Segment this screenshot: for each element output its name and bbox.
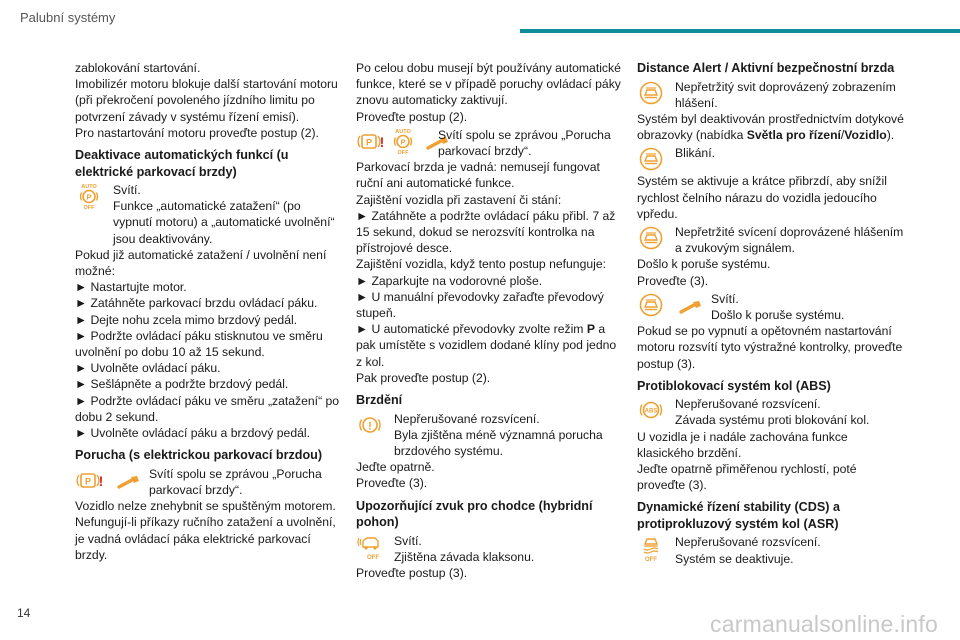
bullet-item: ► Podržte ovládací páku ve směru „zatažení“ po dobu 2 sekund. <box>75 393 340 425</box>
section-heading-abs: Protiblokovací systém kol (ABS) <box>637 378 831 393</box>
header-accent-bar <box>520 29 960 33</box>
text: Imobilizér motoru blokuje další startování motoru (při překročení povoleného jízdního limitu po potvrzení závady v systému řízení emisí). <box>75 77 338 124</box>
bullet-item: ► Sešlápněte a podržte brzdový pedál. <box>75 376 340 392</box>
text: Svítí spolu se zprávou „Porucha parkovací brzdy“. <box>438 127 611 159</box>
stability-control-off-icon <box>637 534 665 562</box>
text: Došlo k poruše systému. <box>711 307 845 322</box>
text: Proveďte (3). <box>356 476 428 491</box>
text: Pokud již automatické zatažení / uvolnění není možné: <box>75 247 327 279</box>
text: Systém se deaktivuje. <box>675 551 794 566</box>
text: Funkce „automatické zatažení“ (po vypnutí motoru) a „automatické uvolnění“ jsou deaktivovány. <box>113 199 335 246</box>
text: Nepřetržitý svit doprovázený zobrazením hlášení. <box>675 79 896 110</box>
bullet-item: ► Zaparkujte na vodorovné ploše. <box>356 273 621 289</box>
text: Proveďte postup (2). <box>356 109 468 124</box>
text: Blikání. <box>675 146 715 161</box>
distance-alert-icon <box>637 224 665 252</box>
page-number: 14 <box>17 606 31 620</box>
text: Zjištěna závada klaksonu. <box>394 549 535 564</box>
section-heading-distance-alert: Distance Alert / Aktivní bezpečnostní brzda <box>637 61 895 75</box>
section-heading-brakes: Brzdění <box>356 393 403 408</box>
section-heading-cds-asr: Dynamické řízení stability (CDS) a protiprokluzový systém kol (ASR) <box>637 500 840 531</box>
text: Nepřerušované rozsvícení. <box>394 411 540 426</box>
distance-alert-icon <box>637 291 665 319</box>
text: Parkovací brzda je vadná: nemusejí fungovat ruční ani automatické funkce. <box>356 160 600 191</box>
svg-text:!: ! <box>368 420 372 433</box>
text: Proveďte postup (3). <box>356 565 468 580</box>
text: Proveďte (3). <box>637 273 709 288</box>
text: Závada systému proti blokování kol. <box>675 413 870 428</box>
text: Zajištění vozidla, když tento postup nefunguje: <box>356 257 606 272</box>
indicator-row <box>356 411 621 460</box>
bullet-item: ► Podržte ovládací páku stisknutou ve směru uvolnění po dobu 10 až 15 sekund. <box>75 328 340 360</box>
section-heading-pedestrian-sound: Upozorňující zvuk pro chodce (hybridní pohon) <box>356 498 593 530</box>
brake-warning-icon <box>356 411 384 439</box>
parking-brake-warning-icon <box>356 127 384 155</box>
text: Pro nastartování motoru proveďte postup (2). <box>75 125 319 140</box>
svg-text:AUTO: AUTO <box>395 128 412 135</box>
bullet-item: ► Uvolněte ovládací páku. <box>75 360 340 376</box>
text: Systém se aktivuje a krátce přibrzdí, aby snížil rychlost čelního nárazu do vozidla jedoucího vpředu. <box>637 174 887 221</box>
text: Po celou dobu musejí být používány automatické funkce, které se v případě poruchy ovládací páky znovu automaticky zaktivují. <box>356 61 621 108</box>
text: Svítí. <box>394 533 422 548</box>
svg-text:OFF: OFF <box>83 205 95 211</box>
text: Jeďte opatrně přiměřenou rychlostí, poté proveďte (3). <box>637 462 857 493</box>
text: Zajištění vozidla při zastavení či stání: <box>356 192 562 207</box>
section-heading-auto-functions: Deaktivace automatických funkcí (u elektrické parkovací brzdy) <box>75 148 289 179</box>
svg-text:P: P <box>86 192 92 202</box>
text: Byla zjištěna méně významná porucha brzdového systému. <box>394 427 603 458</box>
indicator-row <box>637 145 905 173</box>
text: U vozidla je i nadále zachována funkce klasického brzdění. <box>637 429 848 460</box>
svg-text:OFF: OFF <box>397 149 409 155</box>
bullet-item: ► U manuální převodovky zařaďte převodový stupeň. <box>356 289 621 321</box>
auto-parking-brake-off-icon <box>75 182 103 210</box>
bullet-item: ► Zatáhněte parkovací brzdu ovládací páku. <box>75 295 340 311</box>
text: Systém byl deaktivován prostřednictvím dotykové obrazovky (nabídka Světla pro řízení/Vozidlo). <box>637 111 904 143</box>
indicator-row <box>75 466 340 498</box>
svg-text:AUTO: AUTO <box>81 184 97 191</box>
indicator-row <box>75 182 340 247</box>
indicator-row <box>637 534 905 566</box>
auto-parking-brake-off-icon <box>389 127 417 155</box>
svg-text:OFF: OFF <box>645 557 657 563</box>
distance-alert-icon <box>637 79 665 107</box>
indicator-row <box>637 291 905 323</box>
section-heading-fault: Porucha (s elektrickou parkovací brzdou) <box>75 448 323 463</box>
distance-alert-icon <box>637 145 665 173</box>
bullet-item: ► Dejte nohu zcela mimo brzdový pedál. <box>75 312 340 328</box>
text: Pak proveďte postup (2). <box>356 370 491 385</box>
svg-text:P: P <box>365 137 373 148</box>
svg-text:P: P <box>84 476 92 487</box>
svg-text:ABS: ABS <box>644 408 658 415</box>
text: Nepřerušované rozsvícení. <box>675 535 821 550</box>
pedestrian-sound-off-icon <box>356 533 384 561</box>
indicator-row <box>637 396 905 428</box>
text: Svítí spolu se zprávou „Porucha parkovací brzdy“. <box>149 466 322 497</box>
svg-text:P: P <box>400 137 406 147</box>
indicator-row <box>637 224 905 256</box>
text: Vozidlo nelze znehybnit se spuštěným motorem. Nefungují-li příkazy ručního zatažení a uvolnění, je vadná ovládací páka elektrické parkovací brzdy. <box>75 499 336 562</box>
text: zablokování startování. <box>75 61 201 75</box>
text: Pokud se po vypnutí a opětovném nastartování motoru rozsvítí tyto výstražné kontrolky, proveďte postup (3). <box>637 324 903 371</box>
text: Došlo k poruše systému. <box>637 257 771 272</box>
column-2 <box>356 60 621 581</box>
column-3 <box>637 60 905 567</box>
text: Svítí. <box>113 183 141 198</box>
page-header-title: Palubní systémy <box>20 10 116 25</box>
wrench-icon <box>115 472 143 492</box>
watermark: carmanualsonline.info <box>710 611 938 637</box>
indicator-row <box>356 533 621 565</box>
abs-icon <box>637 396 665 424</box>
parking-brake-warning-icon <box>75 466 103 494</box>
svg-text:OFF: OFF <box>367 554 379 561</box>
text: Nepřerušované rozsvícení. <box>675 397 821 412</box>
svg-text:!: ! <box>379 133 384 150</box>
wrench-icon <box>677 297 705 317</box>
bullet-item: ► Uvolněte ovládací páku a brzdový pedál. <box>75 425 340 441</box>
svg-text:!: ! <box>98 472 103 489</box>
text: Nepřetržité svícení doprovázené hlášením a zvukovým signálem. <box>675 224 904 256</box>
bullet-item: ► Nastartujte motor. <box>75 279 340 295</box>
bullet-item: ► Zatáhněte a podržte ovládací páku přibl. 7 až 15 sekund, dokud se nerozsvítí kontrolka na přístrojové desce. <box>356 208 621 257</box>
text: Jeďte opatrně. <box>356 460 435 475</box>
indicator-row <box>356 127 621 159</box>
bullet-item: ► U automatické převodovky zvolte režim P a pak umístěte s vozidlem dodané klíny pod jedno z kol. <box>356 321 621 370</box>
text: Svítí. <box>711 291 739 306</box>
indicator-row <box>637 79 905 111</box>
column-1 <box>75 60 340 563</box>
